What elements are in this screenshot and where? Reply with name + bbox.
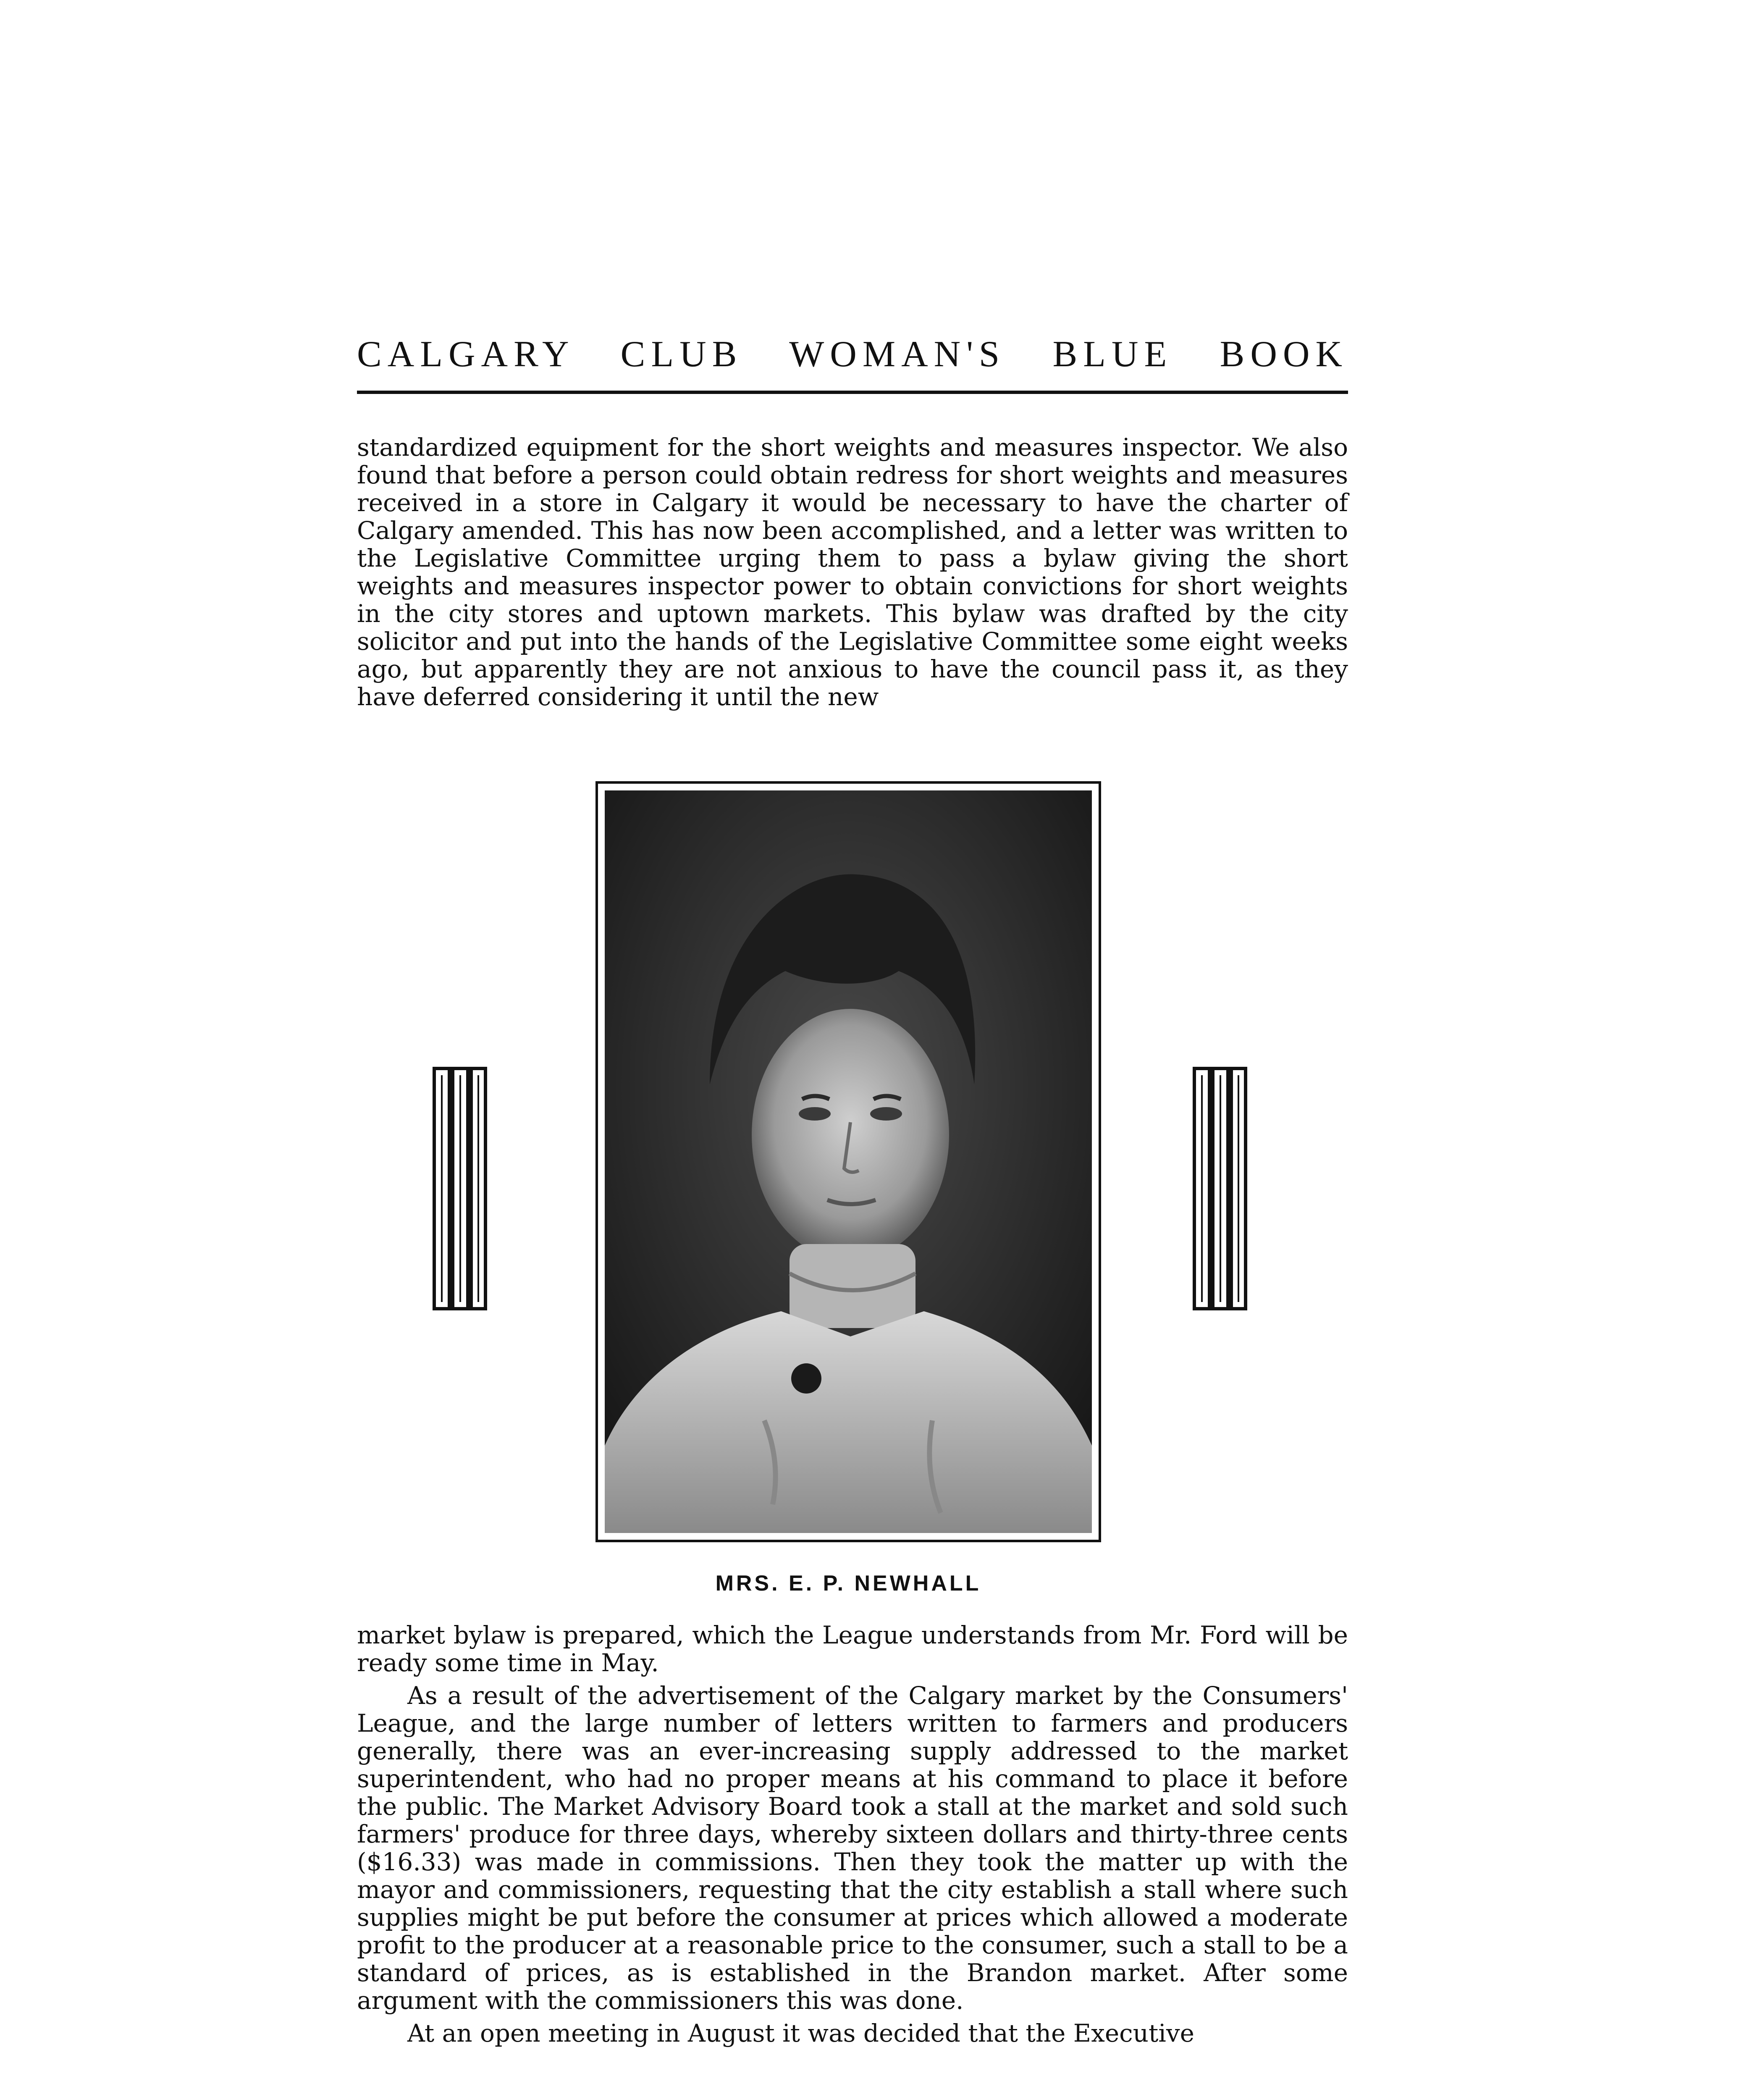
- paragraph: standardized equipment for the short weights and measures inspector. We also found that before a person could obtain redress for short weights and measures received in a store in Calgary it would be necessary to have the charter of Calgary amended. This has now been accomplished, and a letter was written to the Legislative Committee urging them to pass a bylaw giving the short weights and measures inspector power to obtain convictions for short weights in the city stores and uptown markets. This bylaw was drafted by the city solicitor and put into the hands of the Legislative Committee some eight weeks ago, but apparently they are not anxious to have the council pass it, as they have deferred considering it until the new: [357, 433, 1348, 711]
- portrait-frame: [595, 781, 1101, 1542]
- portrait-photo: [605, 790, 1092, 1533]
- portrait-illustration: [605, 790, 1092, 1533]
- body-text-bottom: [357, 1621, 1348, 2047]
- running-title: CALGARY CLUB WOMAN'S BLUE BOOK: [357, 334, 1348, 375]
- decorative-bars-left: [433, 1067, 487, 1310]
- paragraph: At an open meeting in August it was decided that the Executive: [407, 2019, 1194, 2048]
- header-rule: [357, 391, 1348, 394]
- paragraph: market bylaw is prepared, which the League understands from Mr. Ford will be ready some time in May.: [357, 1621, 1348, 1677]
- paragraph: As a result of the advertisement of the Calgary market by the Consumers' League, and the large number of letters written to farmers and producers generally, there was an ever-increasing supply addressed to the market superintendent, who had no proper means at his command to place it before the public. The Market Advisory Board took a stall at the market and sold such farmers' produce for three days, whereby sixteen dollars and thirty-three cents ($16.33) was made in commissions. Then they took the matter up with the mayor and commissioners, requesting that the city establish a stall where such supplies might be put before the consumer at prices which allowed a moderate profit to the producer at a reasonable price to the consumer, such a stall to be a standard of prices, as is established in the Brandon market. After some argument with the commissioners this was done.: [357, 1681, 1348, 2015]
- figure-caption: MRS. E. P. NEWHALL: [715, 1571, 981, 1596]
- decorative-bars-right: [1193, 1067, 1247, 1310]
- body-text-top: [357, 433, 1348, 711]
